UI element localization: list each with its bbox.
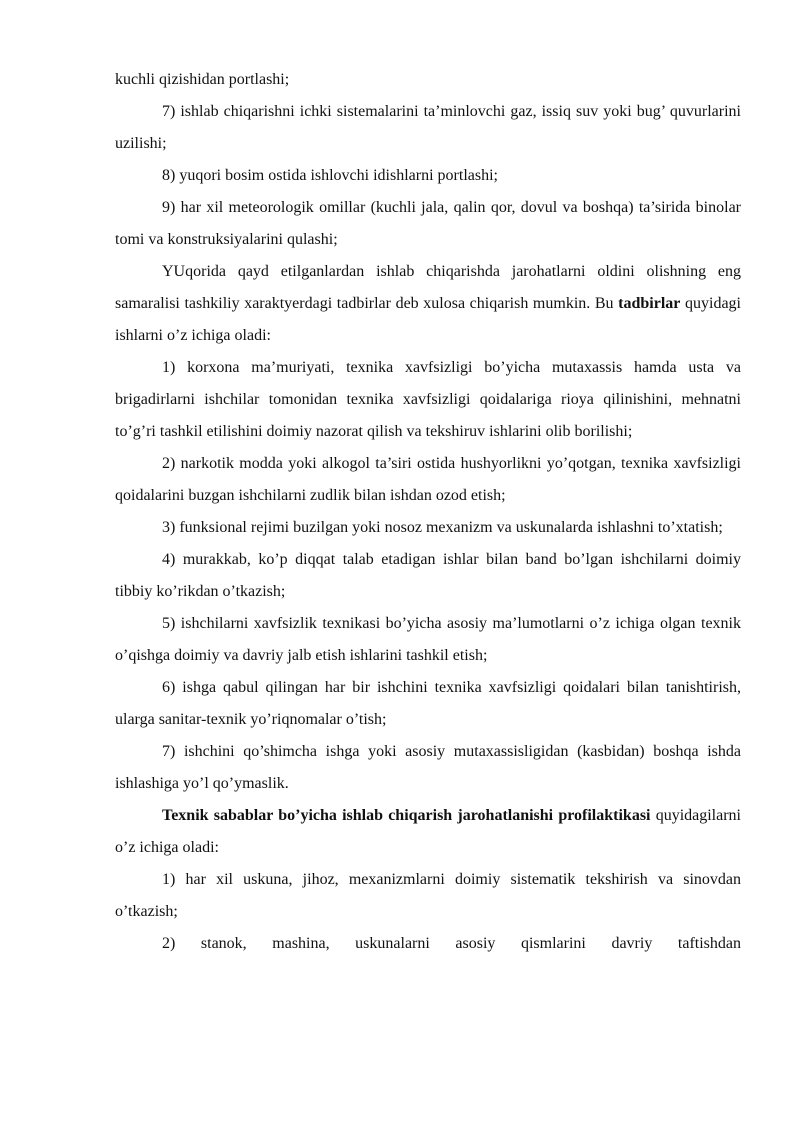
paragraph-continuation: kuchli qizishidan portlashi; — [115, 71, 290, 88]
measure-item-1: 1) korxona ma’muriyati, texnika xavfsizligi bo’yicha mutaxassis hamda usta va brigadirlarni ishchilar tomonidan texnika xavfsizligi qoidalariga rioya qilinishini, mehnatni to’g’ri tashkil etilishini doimiy nazorat qilish va tekshiruv ishlarini olib borilishi; — [115, 359, 741, 440]
list-item-7-pipes: 7) ishlab chiqarishni ichki sistemalarini ta’minlovchi gaz, issiq suv yoki bug’ quvurlarini uzilishi; — [115, 103, 741, 152]
paragraph-organizational-measures — [115, 256, 741, 352]
technical-item-2: 2) stanok, mashina, uskunalarni asosiy qismlarini davriy taftishdan — [162, 935, 741, 952]
measure-item-3: 3) funksional rejimi buzilgan yoki nosoz mexanizm va uskunalarda ishlashni to’xtatish; — [162, 519, 723, 536]
paragraph-text: YUqorida qayd etilganlardan ishlab chiqarishda jarohatlarni oldini olishning eng samaralisi tashkiliy xaraktyerdagi tadbirlar deb xulosa chiqarish mumkin. Bu — [115, 263, 741, 312]
paragraph-technical-prophylaxis — [115, 800, 741, 864]
measure-item-6: 6) ishga qabul qilingan har bir ishchini texnika xavfsizligi qoidalari bilan tanishtirish, ularga sanitar-texnik yo’riqnomalar o’tish; — [115, 679, 741, 728]
document-body — [115, 64, 741, 960]
list-item-8-pressure-vessels: 8) yuqori bosim ostida ishlovchi idishlarni portlashi; — [162, 167, 498, 184]
measure-item-7: 7) ishchini qo’shimcha ishga yoki asosiy mutaxassisligidan (kasbidan) boshqa ishda ishlashiga yo’l qo’ymaslik. — [115, 743, 741, 792]
paragraph-text: quyidagilarni o’z ichiga oladi: — [115, 807, 742, 856]
technical-item-1: 1) har xil uskuna, jihoz, mexanizmlarni doimiy sistematik tekshirish va sinovdan o’tkazish; — [115, 871, 741, 920]
measure-item-4: 4) murakkab, ko’p diqqat talab etadigan ishlar bilan band bo’lgan ishchilarni doimiy tibbiy ko’rikdan o’tkazish; — [115, 551, 741, 600]
bold-term-tadbirlar: tadbirlar — [618, 295, 681, 312]
measure-item-2: 2) narkotik modda yoki alkogol ta’siri ostida hushyorlikni yo’qotgan, texnika xavfsizligi qoidalarini buzgan ishchilarni zudlik bilan ishdan ozod etish; — [115, 455, 741, 504]
bold-heading-technical-causes: Texnik sabablar bo’yicha ishlab chiqarish jarohatlanishi profilaktikasi — [162, 807, 651, 824]
paragraph-text: quyidagi ishlarni o’z ichiga oladi: — [115, 295, 741, 344]
list-item-9-meteorological: 9) har xil meteorologik omillar (kuchli jala, qalin qor, dovul va boshqa) ta’sirida binolar tomi va konstruksiyalarini qulashi; — [115, 199, 741, 248]
measure-item-5: 5) ishchilarni xavfsizlik texnikasi bo’yicha asosiy ma’lumotlarni o’z ichiga olgan texnik o’qishga doimiy va davriy jalb etish ishlarini tashkil etish; — [115, 615, 741, 664]
